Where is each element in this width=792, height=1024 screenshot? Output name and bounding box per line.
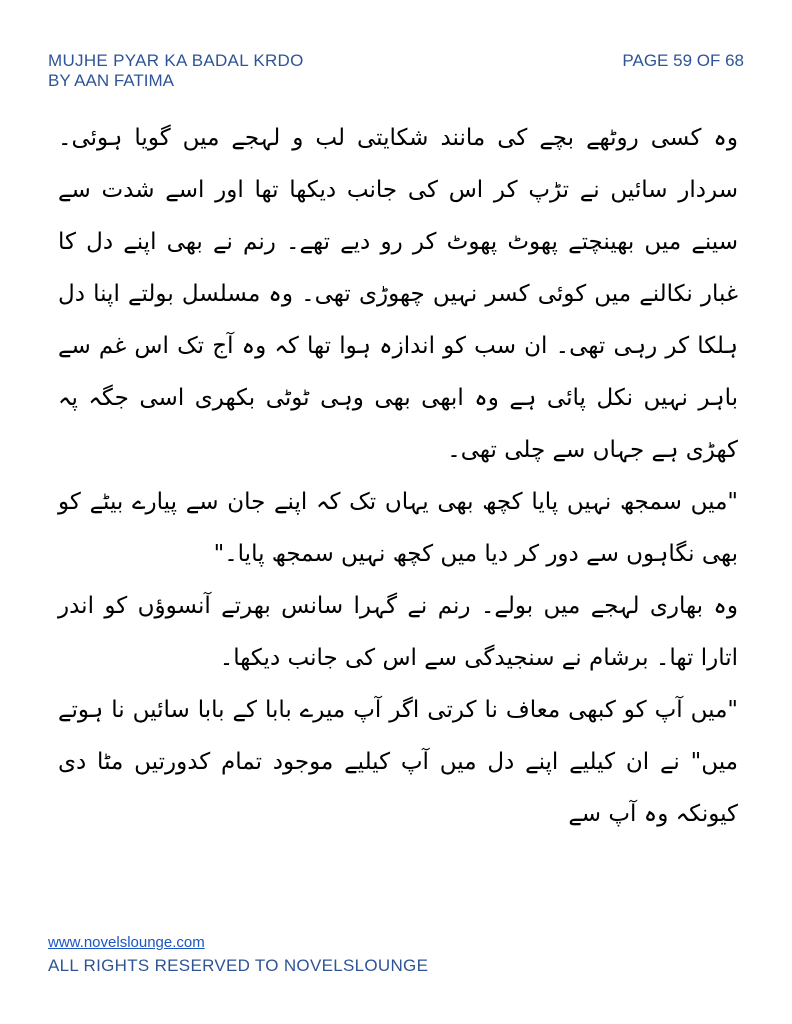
copyright-notice: ALL RIGHTS RESERVED TO NOVELSLOUNGE <box>48 956 429 975</box>
author-name: BY AAN FATIMA <box>48 71 174 90</box>
story-body <box>58 112 738 840</box>
novel-title: MUJHE PYAR KA BADAL KRDO <box>48 51 304 70</box>
paragraph: "میں سمجھ نہیں پایا کچھ بھی یہاں تک کہ اپنے جان سے پیارے بیٹے کو بھی نگاہوں سے دور کر دیا میں کچھ نہیں سمجھ پایا۔" <box>58 489 738 567</box>
paragraph: "میں آپ کو کبھی معاف نا کرتی اگر آپ میرے بابا کے بابا سائیں نا ہوتے میں" نے ان کیلیے اپنے دل میں آپ کیلیے موجود تمام کدورتیں مٹا دی کیونکہ وہ آپ سے <box>58 697 738 827</box>
paragraph: وہ بھاری لہجے میں بولے۔ رنم نے گہرا سانس بھرتے آنسوؤں کو اندر اتارا تھا۔ برشام نے سنجیدگی سے اس کی جانب دیکھا۔ <box>58 593 738 671</box>
paragraph: وہ کسی روٹھے بچے کی مانند شکایتی لب و لہجے میں گویا ہوئی۔ سردار سائیں نے تڑپ کر اس کی جانب دیکھا تھا اور اسے شدت سے سینے میں بھینچتے پھوٹ پھوٹ کر رو دیے تھے۔ رنم نے بھی اپنے دل کا غبار نکالنے میں کوئی کسر نہیں چھوڑی تھی۔ وہ مسلسل بولتے اپنا دل ہلکا کر رہی تھی۔ ان سب کو اندازہ ہوا تھا کہ وہ آج تک اس غم سے باہر نہیں نکل پائی ہے وہ ابھی بھی وہی ٹوٹی بکھری اسی جگہ پہ کھڑی ہے جہاں سے چلی تھی۔ <box>58 125 738 463</box>
page-indicator: PAGE 59 OF 68 <box>622 51 744 70</box>
website-link[interactable]: www.novelslounge.com <box>48 934 205 951</box>
